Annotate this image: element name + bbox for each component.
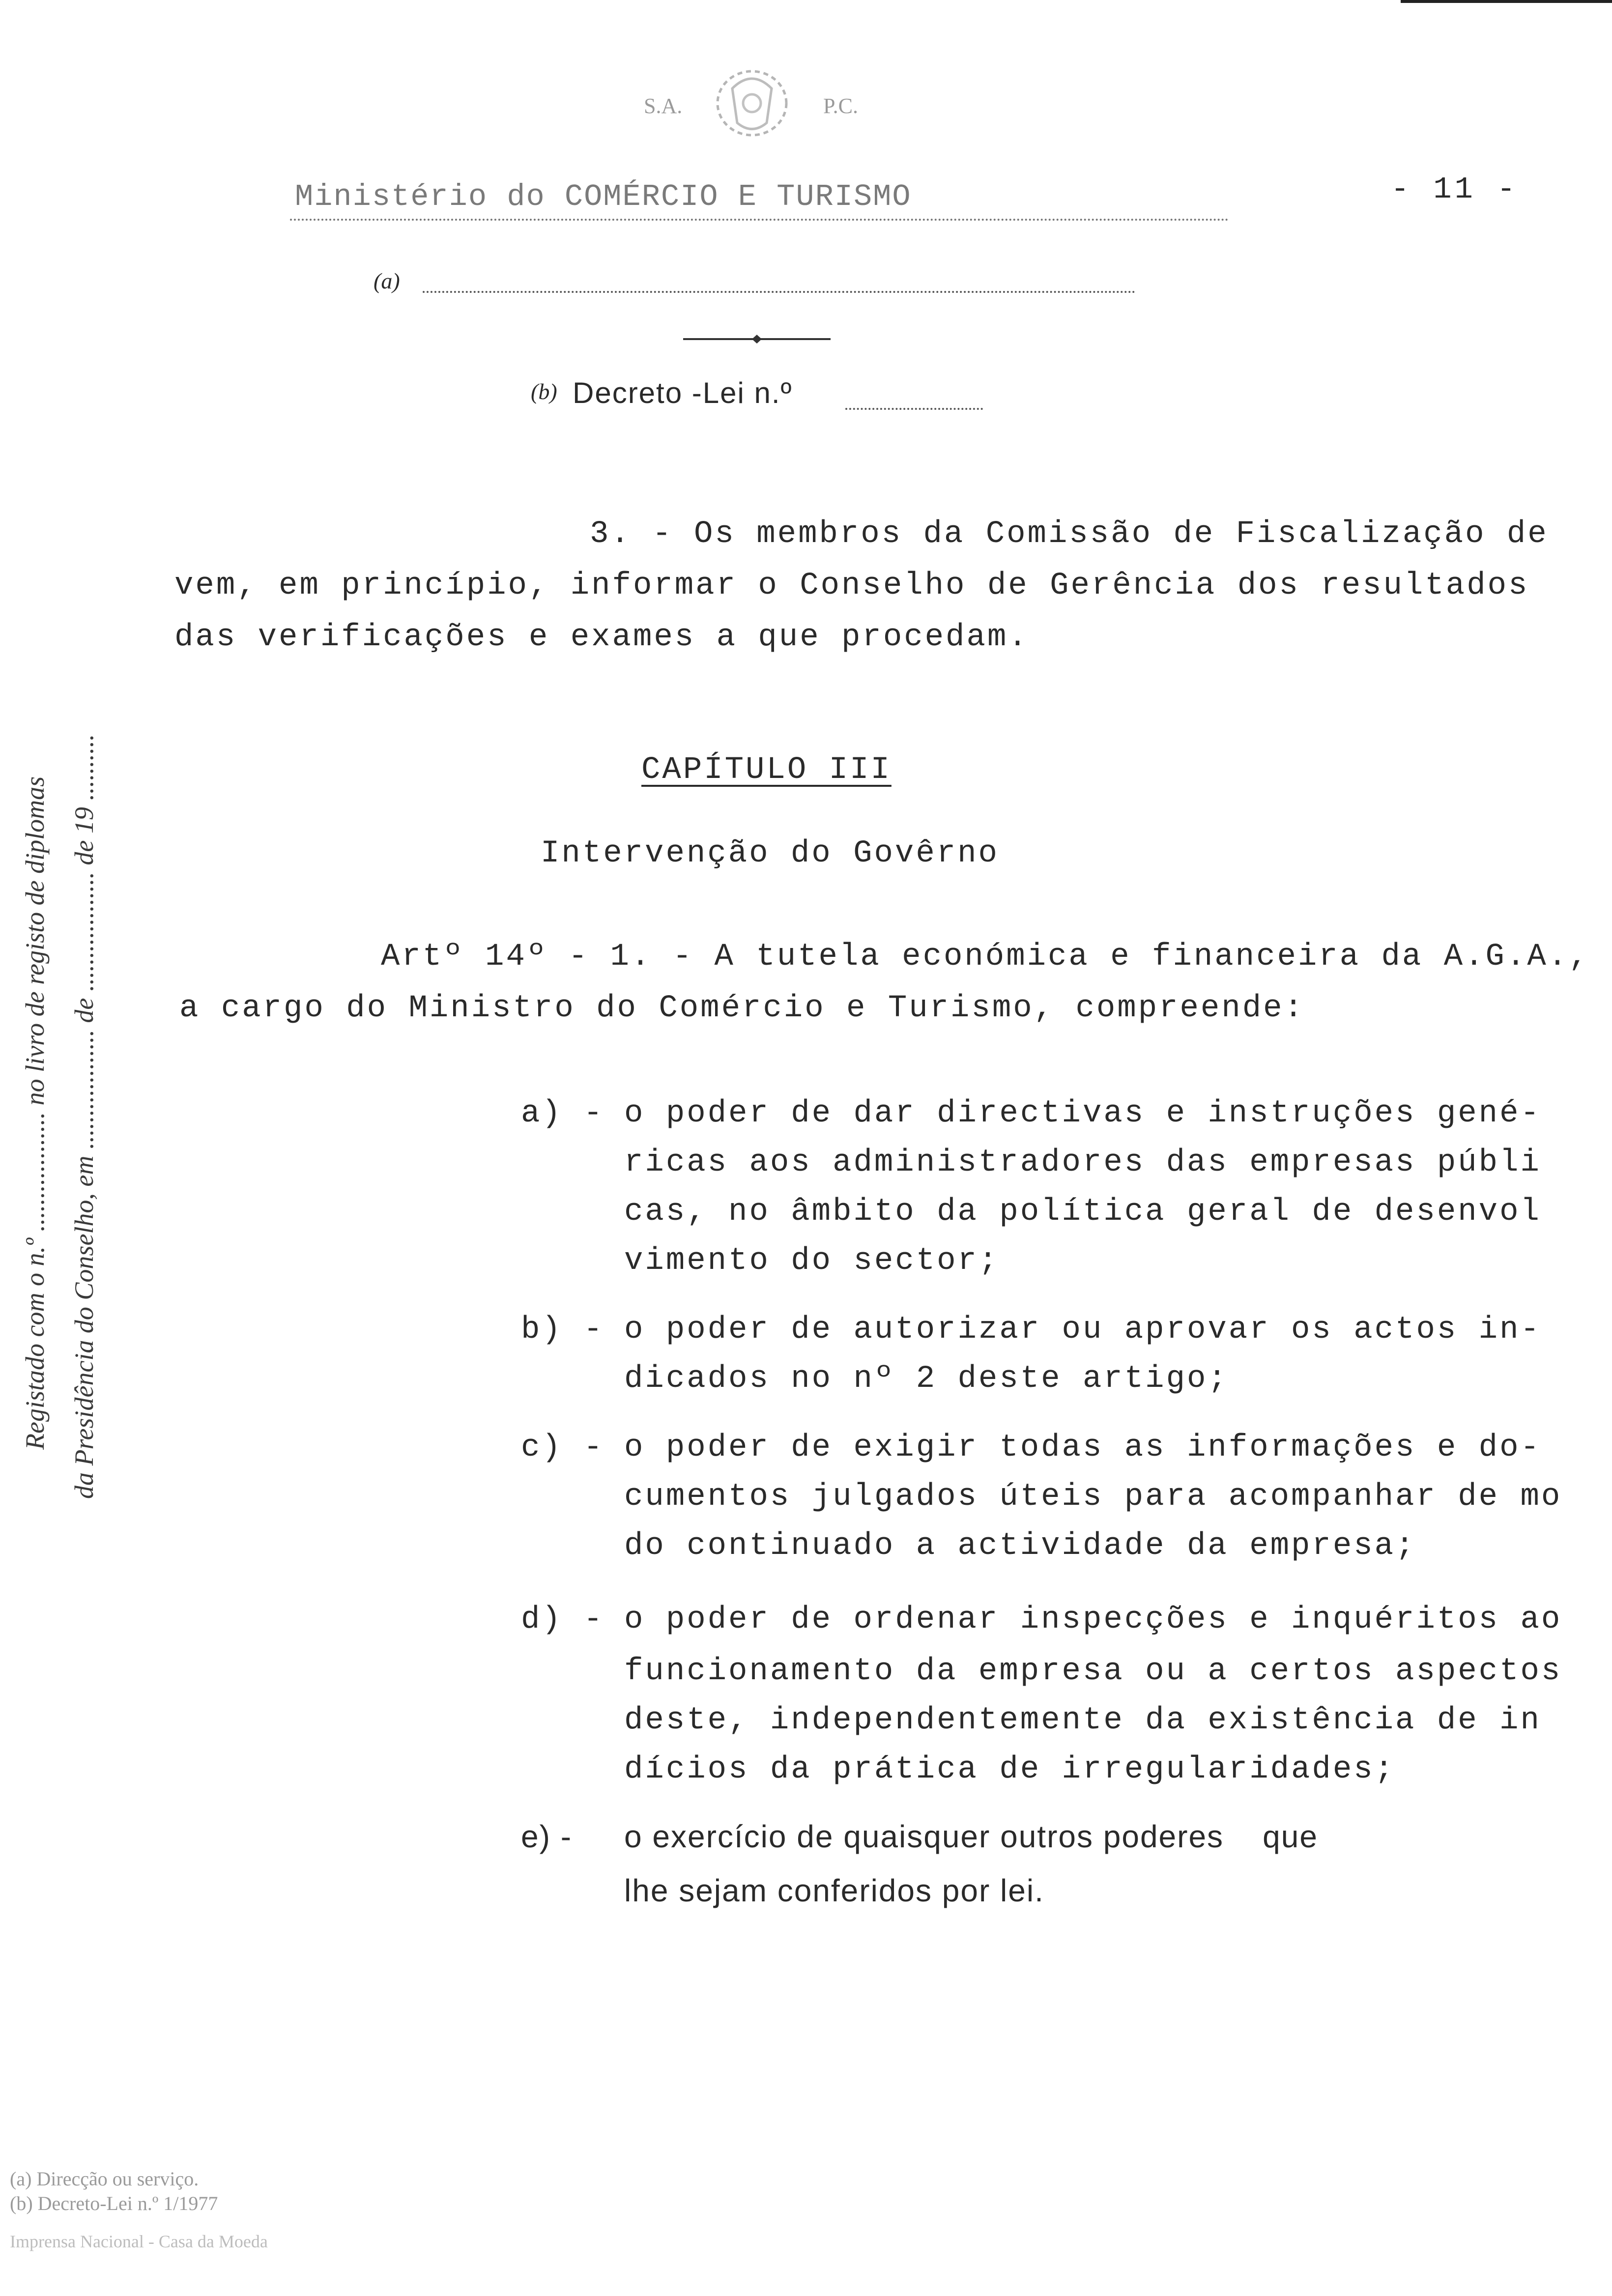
- field-a-label: (a): [374, 268, 400, 293]
- page-number: - 11 -: [1391, 172, 1519, 207]
- field-b-label: [531, 378, 557, 404]
- paragraph-3-line-3: das verificações e exames a que procedam.: [174, 620, 1029, 655]
- item-a-line-3: cas, no âmbito da política geral de desenvol: [624, 1194, 1541, 1230]
- decreto-label: Decreto -Lei n.º: [573, 376, 793, 409]
- item-d-line-2: funcionamento da empresa ou a certos aspectos: [624, 1654, 1562, 1689]
- item-c-line-3: do continuado a actividade da empresa;: [624, 1528, 1416, 1564]
- coat-of-arms-icon: [708, 64, 796, 143]
- seal: [634, 59, 890, 147]
- item-b-line-1: o poder de autorizar ou aprovar os actos in-: [624, 1312, 1541, 1348]
- item-b-line-2: dicados no nº 2 deste artigo;: [624, 1361, 1229, 1397]
- item-d-label: d) -: [521, 1602, 604, 1637]
- item-d-line-1: o poder de ordenar inspecções e inquéritos ao: [624, 1602, 1562, 1637]
- seal-left-text: S.A.: [644, 94, 683, 118]
- item-a-line-1: o poder de dar directivas e instruções gené-: [624, 1096, 1541, 1131]
- ministry-line: [290, 174, 1229, 221]
- item-e-line-1: o exercício de quaisquer outros poderes que: [624, 1819, 1318, 1854]
- article-line-1: Artº 14º - 1. - A tutela económica e financeira da A.G.A.,: [381, 939, 1590, 975]
- page-edge-mark: [1401, 0, 1612, 3]
- footer-note-b: (b) Decreto-Lei n.º 1/1977: [10, 2192, 218, 2214]
- paragraph-3-line-1: 3. - Os membros da Comissão de Fiscalização de: [590, 517, 1549, 552]
- field-a-line: [423, 291, 1135, 293]
- item-e-label: e) -: [521, 1819, 572, 1854]
- item-a-line-2: ricas aos administradores das empresas públi: [624, 1145, 1541, 1180]
- item-e-line-2: lhe sejam conferidos por lei.: [624, 1873, 1044, 1908]
- footer-imprint: Imprensa Nacional - Casa da Moeda: [10, 2232, 268, 2251]
- item-a-line-4: vimento do sector;: [624, 1243, 1000, 1279]
- item-c-line-2: cumentos julgados úteis para acompanhar de mo: [624, 1479, 1562, 1515]
- side-margin-line-1: Registado com o n.º .................. no livro de registo de diplomas: [20, 776, 50, 1450]
- item-d-line-3: deste, independentemente da existência de in: [624, 1703, 1541, 1738]
- side-margin-line-2: da Presidência do Conselho, em .................. de .................. de 19 ..........: [69, 734, 99, 1499]
- decreto-number-line: [845, 408, 983, 410]
- ministry-name: Ministério do COMÉRCIO E TURISMO: [295, 179, 912, 214]
- field-b-label-text: (b): [531, 379, 557, 404]
- item-b-label: b) -: [521, 1312, 604, 1348]
- article-line-2: a cargo do Ministro do Comércio e Turismo, compreende:: [179, 991, 1305, 1026]
- chapter-subtitle: Intervenção do Govêrno: [541, 836, 999, 871]
- divider-ornament: [683, 332, 831, 346]
- seal-right-text: P.C.: [823, 94, 858, 118]
- item-c-label: c) -: [521, 1430, 604, 1465]
- footer-note-a: (a) Direcção ou serviço.: [10, 2168, 199, 2190]
- item-c-line-1: o poder de exigir todas as informações e do-: [624, 1430, 1541, 1465]
- paragraph-3-line-2: vem, em princípio, informar o Conselho de Gerência dos resultados: [174, 568, 1529, 603]
- chapter-title: CAPÍTULO III: [641, 752, 892, 788]
- item-a-label: a) -: [521, 1096, 604, 1131]
- item-d-line-4: dícios da prática de irregularidades;: [624, 1752, 1396, 1787]
